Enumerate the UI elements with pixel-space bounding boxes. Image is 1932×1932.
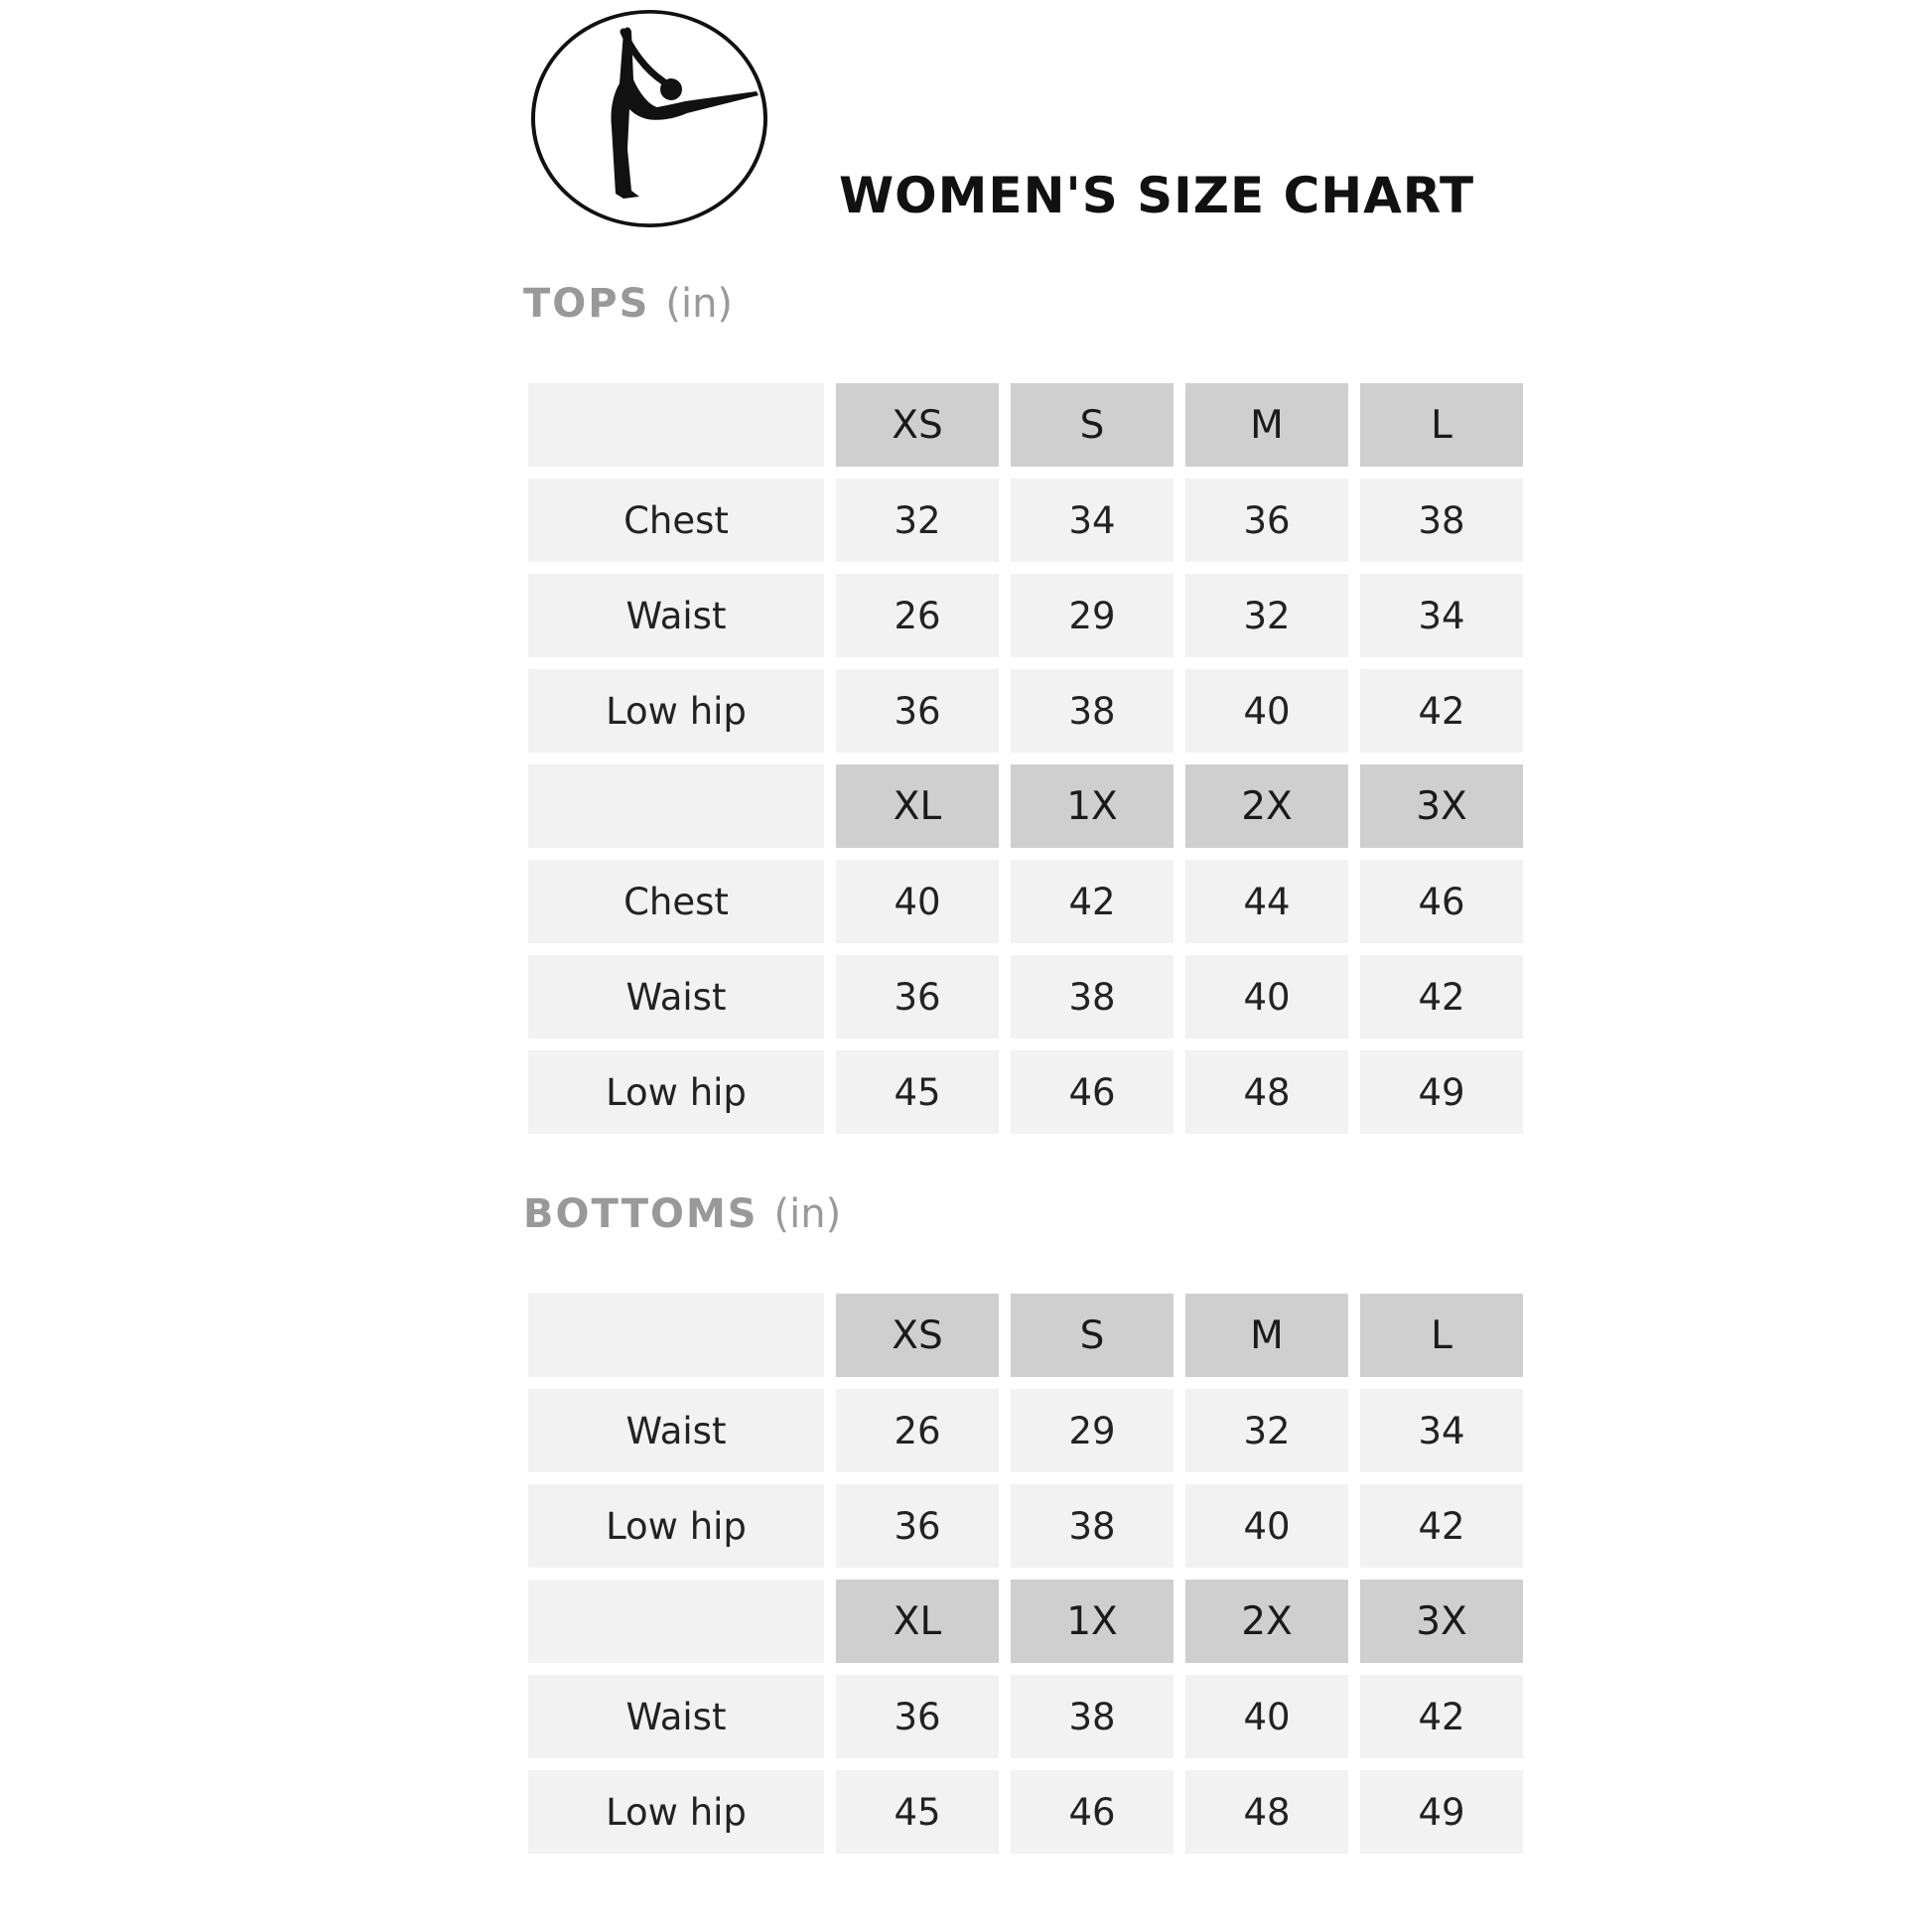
measurement-value: 46 [1011, 1770, 1173, 1854]
measurement-value: 45 [836, 1050, 999, 1134]
measurement-value: 40 [1185, 1484, 1348, 1568]
size-header-cell: XS [836, 383, 999, 467]
measurement-row [528, 479, 1523, 562]
measurement-row [528, 574, 1523, 657]
measurement-label: Low hip [528, 1770, 824, 1854]
size-header-cell: 2X [1185, 764, 1348, 848]
measurement-value: 32 [1185, 1389, 1348, 1472]
measurement-label: Low hip [528, 1484, 824, 1568]
measurement-row [528, 860, 1523, 943]
measurement-row [528, 1675, 1523, 1758]
size-header-cell: 2X [1185, 1580, 1348, 1663]
measurement-value: 32 [1185, 574, 1348, 657]
measurement-value: 38 [1011, 669, 1173, 753]
measurement-value: 32 [836, 479, 999, 562]
measurement-label: Chest [528, 860, 824, 943]
measurement-value: 40 [1185, 669, 1348, 753]
measurement-value: 40 [1185, 955, 1348, 1038]
measurement-value: 36 [1185, 479, 1348, 562]
blank-header-cell [528, 764, 824, 848]
measurement-value: 42 [1360, 955, 1523, 1038]
tops-size-table [528, 383, 1523, 1146]
size-header-cell: 1X [1011, 1580, 1173, 1663]
size-header-cell: 3X [1360, 764, 1523, 848]
measurement-value: 42 [1360, 1484, 1523, 1568]
measurement-value: 36 [836, 955, 999, 1038]
measurement-value: 36 [836, 1675, 999, 1758]
size-header-cell: S [1011, 383, 1173, 467]
measurement-value: 42 [1360, 1675, 1523, 1758]
measurement-label: Waist [528, 955, 824, 1038]
measurement-value: 44 [1185, 860, 1348, 943]
measurement-value: 26 [836, 1389, 999, 1472]
size-header-cell: XL [836, 764, 999, 848]
measurement-value: 29 [1011, 1389, 1173, 1472]
measurement-label: Chest [528, 479, 824, 562]
size-header-cell: M [1185, 1294, 1348, 1377]
measurement-value: 34 [1360, 574, 1523, 657]
bottoms-heading [523, 1191, 841, 1237]
blank-header-cell [528, 383, 824, 467]
yoga-pose-logo-icon [528, 10, 770, 228]
size-header-cell: S [1011, 1294, 1173, 1377]
measurement-value: 48 [1185, 1770, 1348, 1854]
measurement-label: Waist [528, 574, 824, 657]
measurement-label: Waist [528, 1389, 824, 1472]
blank-header-cell [528, 1294, 824, 1377]
measurement-row [528, 1770, 1523, 1854]
measurement-value: 26 [836, 574, 999, 657]
measurement-row [528, 1484, 1523, 1568]
size-header-row [528, 1580, 1523, 1663]
measurement-value: 49 [1360, 1770, 1523, 1854]
measurement-value: 34 [1011, 479, 1173, 562]
size-header-row [528, 764, 1523, 848]
measurement-label: Low hip [528, 669, 824, 753]
measurement-row [528, 955, 1523, 1038]
blank-header-cell [528, 1580, 824, 1663]
size-header-cell: XL [836, 1580, 999, 1663]
size-header-cell: M [1185, 383, 1348, 467]
bottoms-unit: (in) [773, 1191, 842, 1237]
measurement-value: 38 [1011, 955, 1173, 1038]
measurement-row [528, 669, 1523, 753]
measurement-row [528, 1389, 1523, 1472]
measurement-row [528, 1050, 1523, 1134]
size-header-cell: 3X [1360, 1580, 1523, 1663]
bottoms-heading-text: BOTTOMS [523, 1191, 759, 1237]
measurement-value: 49 [1360, 1050, 1523, 1134]
measurement-value: 36 [836, 669, 999, 753]
bottoms-size-table [528, 1294, 1523, 1865]
tops-heading-text: TOPS [523, 281, 650, 327]
size-header-cell: XS [836, 1294, 999, 1377]
measurement-value: 46 [1360, 860, 1523, 943]
size-header-cell: L [1360, 1294, 1523, 1377]
measurement-value: 38 [1011, 1484, 1173, 1568]
measurement-value: 29 [1011, 574, 1173, 657]
page-title: WOMEN'S SIZE CHART [839, 167, 1475, 224]
measurement-label: Waist [528, 1675, 824, 1758]
measurement-value: 40 [836, 860, 999, 943]
measurement-value: 48 [1185, 1050, 1348, 1134]
tops-unit: (in) [665, 281, 734, 327]
measurement-value: 36 [836, 1484, 999, 1568]
measurement-value: 38 [1360, 479, 1523, 562]
measurement-value: 34 [1360, 1389, 1523, 1472]
measurement-value: 45 [836, 1770, 999, 1854]
measurement-value: 42 [1360, 669, 1523, 753]
size-header-row [528, 383, 1523, 467]
size-header-cell: L [1360, 383, 1523, 467]
measurement-label: Low hip [528, 1050, 824, 1134]
tops-heading [523, 281, 733, 327]
size-header-cell: 1X [1011, 764, 1173, 848]
measurement-value: 38 [1011, 1675, 1173, 1758]
size-header-row [528, 1294, 1523, 1377]
measurement-value: 40 [1185, 1675, 1348, 1758]
measurement-value: 42 [1011, 860, 1173, 943]
measurement-value: 46 [1011, 1050, 1173, 1134]
